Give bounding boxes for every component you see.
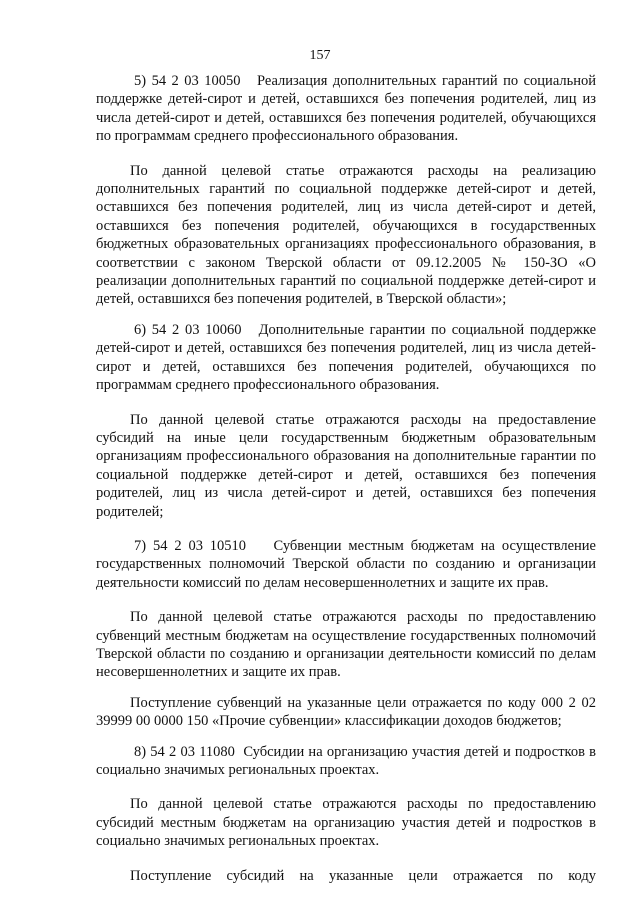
page-number: 157 bbox=[309, 48, 331, 63]
section-7-revenue-note: Поступление субвенций на указанные цели отражается по коду 000 2 02 39999 00 0000 150 «Прочие субвенции» классификации доходов бюджетов; bbox=[96, 694, 596, 730]
section-title: Дополнительные гарантии по социальной поддержке детей-сирот и детей, оставшихся без попечения родителей, лиц из числа детей-сирот и детей, оставшихся без попечения родителей, обучающихся по программам среднего профессионального образования. bbox=[96, 321, 596, 394]
section-7-heading bbox=[96, 537, 596, 592]
section-8-description: По данной целевой статье отражаются расходы по предоставлению субсидий местным бюджетам на организацию участия детей и подростков в социально значимых региональных проектах. bbox=[96, 796, 596, 850]
budget-code: 6) 54 2 03 10060 bbox=[134, 321, 242, 338]
budget-code: 7) 54 2 03 10510 bbox=[134, 537, 247, 554]
section-title: Субвенции местным бюджетам на осуществление государственных полномочий Тверской области по созданию и организации деятельности комиссий по делам несовершеннолетних и защите их прав. bbox=[96, 537, 596, 591]
section-8-heading bbox=[96, 743, 596, 780]
section-8-revenue-note: Поступление субсидий на указанные цели отражается по коду bbox=[130, 867, 596, 884]
section-5-description: По данной целевой статье отражаются расходы на реализацию дополнительных гарантий по социальной поддержке детей-сирот и детей, оставшихся без попечения родителей, лиц из числа детей-сирот и детей, оставшихся без попечения родителей, обучающихся в государственных бюджетных образовательных организациях профессионального образования, в соответствии с законом Тверской области от 09.12.2005 № 150-ЗО «О реализации дополнительных гарантий по социальной поддержке детей-сирот и детей, оставшихся без попечения родителей, в Тверской области»; bbox=[96, 162, 596, 308]
section-6-description: По данной целевой статье отражаются расходы на предоставление субсидий на иные цели государственным бюджетным образовательным организациям профессионального образования на дополнительные гарантии по социальной поддержке детей-сирот и детей, оставшихся без попечения родителей, лиц из числа детей-сирот и детей, оставшихся без попечения родителей; bbox=[96, 411, 596, 520]
budget-code: 8) 54 2 03 11080 bbox=[134, 743, 235, 760]
document-body bbox=[96, 72, 596, 885]
section-5-heading bbox=[96, 72, 596, 146]
section-6-heading bbox=[96, 321, 596, 395]
section-title: Субсидии на организацию участия детей и подростков в социально значимых региональных проектах. bbox=[96, 743, 597, 778]
section-title: Реализация дополнительных гарантий по социальной поддержке детей-сирот и детей, оставшихся без попечения родителей, лиц из числа детей-сирот и детей, оставшихся без попечения родителей, обучающихся по программам среднего профессионального образования. bbox=[96, 73, 596, 145]
section-7-description: По данной целевой статье отражаются расходы по предоставлению субвенций местным бюджетам на осуществление государственных полномочий Тверской области по созданию и организации деятельности комиссий по делам несовершеннолетних и защите их прав. bbox=[96, 609, 596, 681]
budget-code: 5) 54 2 03 10050 bbox=[134, 73, 241, 89]
